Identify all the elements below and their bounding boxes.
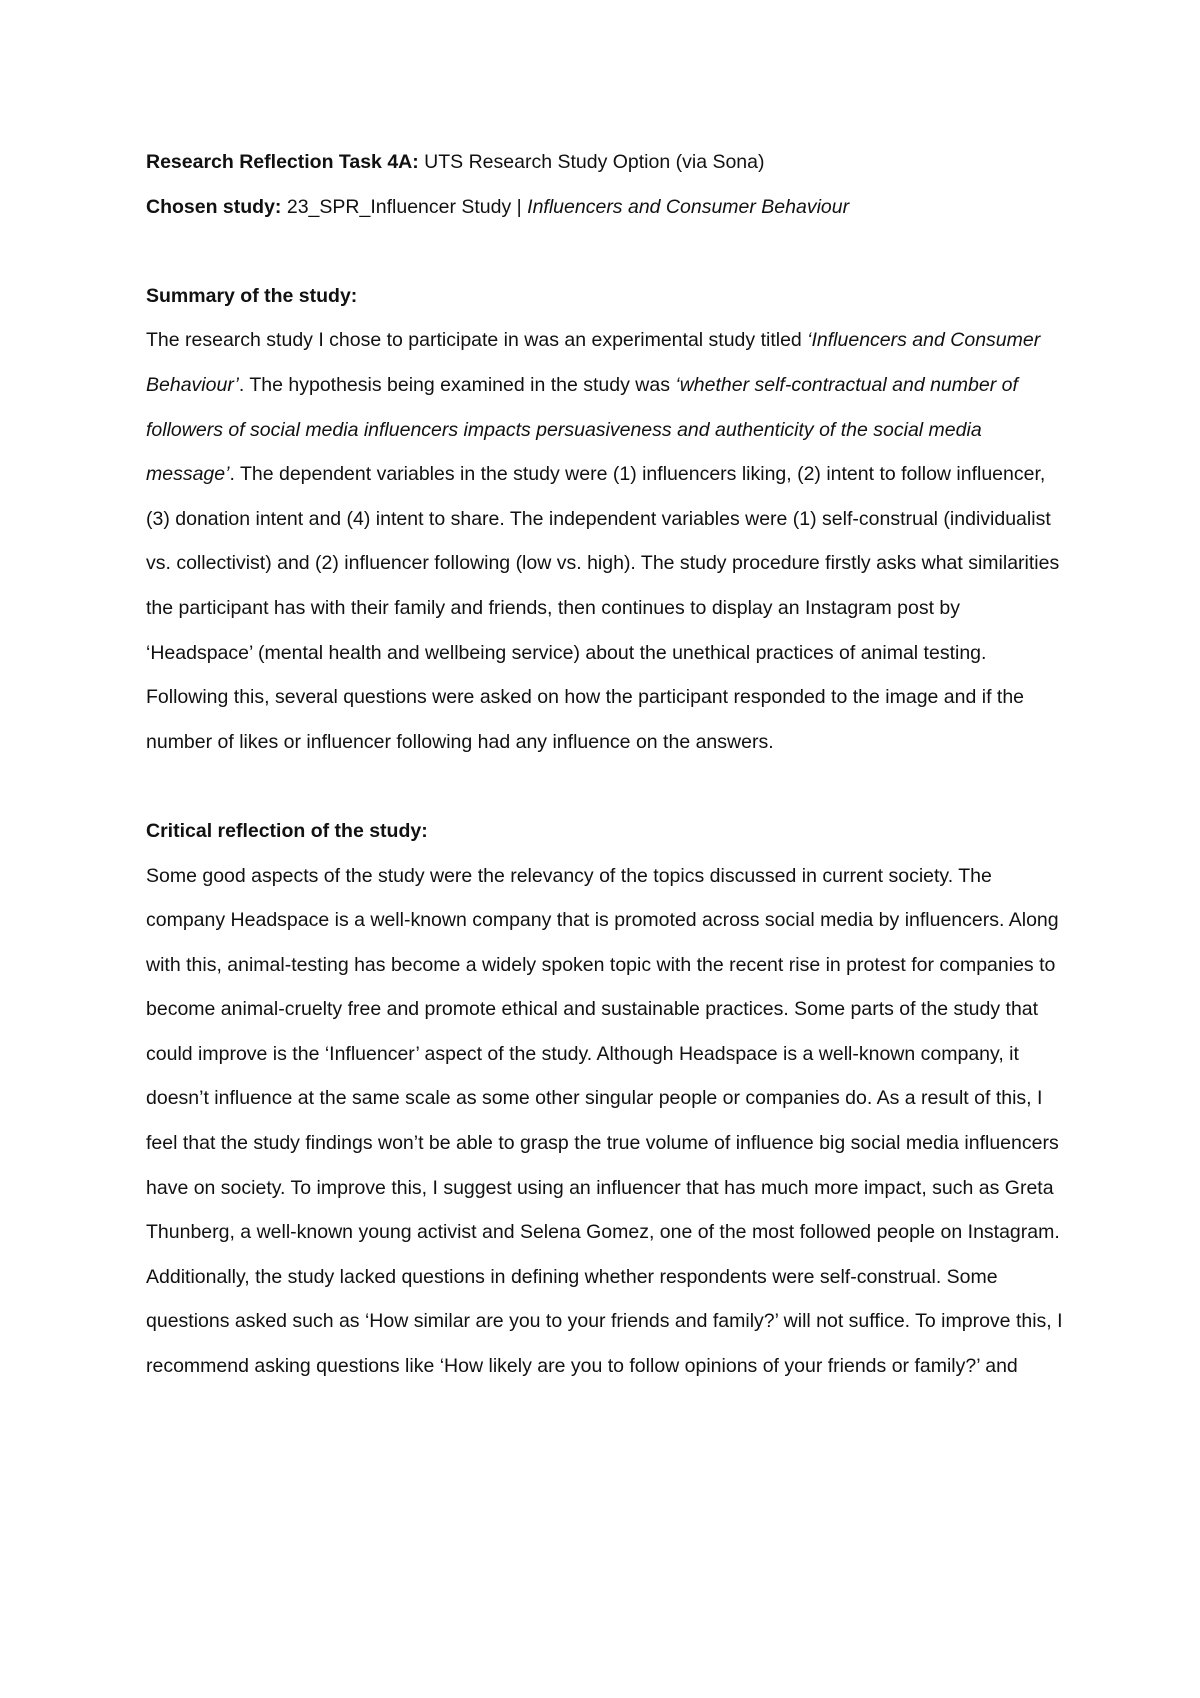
study-title: Influencers and Consumer Behaviour xyxy=(527,195,850,218)
reflection-heading: Critical reflection of the study: xyxy=(146,819,428,842)
summary-heading: Summary of the study: xyxy=(146,284,358,307)
summary-text-3: . The dependent variables in the study were (1) influencers liking, (2) intent to follow influencer, (3) donation intent and (4) intent to share. The independent variables were (1) self-construal (individualist vs. collectivist) and (2) influencer following (low vs. high). The study procedure firstly asks what similarities the participant has with their family and friends, then continues to display an Instagram post by ‘Headspace’ (mental health and wellbeing service) about the unethical practices of animal testing. Following this, several questions were asked on how the participant responded to the image and if the number of likes or influencer following had any influence on the answers. xyxy=(146,463,1060,753)
summary-study-title: ‘Influencers and Consumer Behaviour’ xyxy=(146,329,1041,396)
chosen-study-line xyxy=(146,185,1066,230)
spacer xyxy=(146,229,1066,274)
task-value: UTS Research Study Option (via Sona) xyxy=(424,151,765,173)
reflection-paragraph: Some good aspects of the study were the relevancy of the topics discussed in current society. The company Headspace is a well-known company that is promoted across social media by influencers. Along with this, animal-testing has become a widely spoken topic with the recent rise in protest for companies to become animal-cruelty free and promote ethical and sustainable practices. Some parts of the study that could improve is the ‘Influencer’ aspect of the study. Although Headspace is a well-known company, it doesn’t influence at the same scale as some other singular people or companies do. As a result of this, I feel that the study findings won’t be able to grasp the true volume of influence big social media influencers have on society. To improve this, I suggest using an influencer that has much more impact, such as Greta Thunberg, a well-known young activist and Selena Gomez, one of the most followed people on Instagram. Additionally, the study lacked questions in defining whether respondents were self-construal. Some questions asked such as ‘How similar are you to your friends and family?’ will not suffice. To improve this, I recommend asking questions like ‘How likely are you to follow opinions of your friends or family?’ and xyxy=(146,864,1063,1378)
chosen-study-label: Chosen study: xyxy=(146,195,282,218)
summary-text-2: . The hypothesis being examined in the study was xyxy=(238,373,676,396)
study-code: 23_SPR_Influencer Study | xyxy=(286,195,522,218)
task-label: Research Reflection Task 4A: xyxy=(146,151,419,173)
summary-hypothesis: ‘whether self-contractual and number of followers of social media influencers impacts persuasiveness and authenticity of the social media message’ xyxy=(146,373,1018,486)
task-line xyxy=(146,140,1066,185)
spacer xyxy=(146,764,1066,809)
summary-text-1: The research study I chose to participate in was an experimental study titled xyxy=(146,329,808,352)
summary-paragraph xyxy=(146,318,1066,764)
document-page xyxy=(146,140,1066,1389)
